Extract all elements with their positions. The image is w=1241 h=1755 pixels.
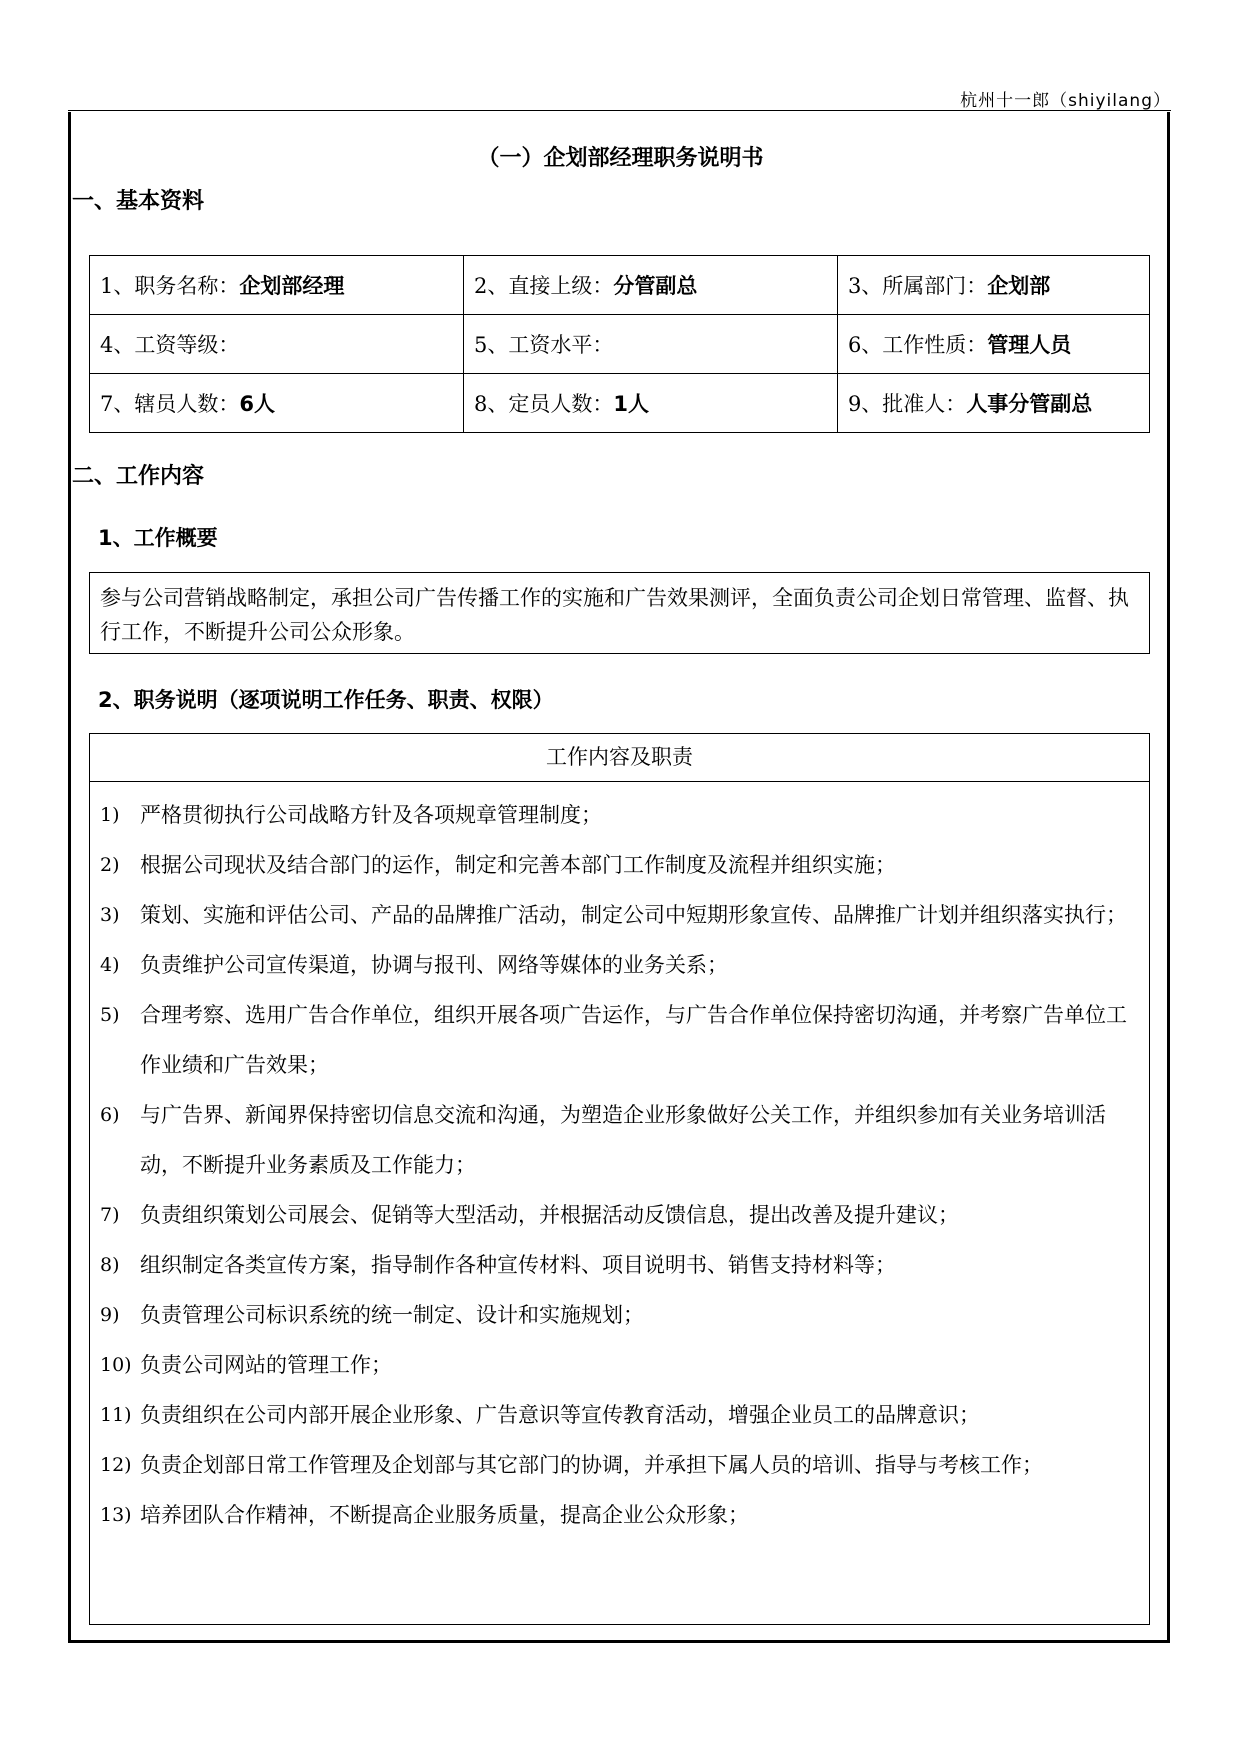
item-text: 负责管理公司标识系统的统一制定、设计和实施规划； [140,1303,644,1327]
table-cell [90,315,464,374]
section-work-content-heading: 二、工作内容 [72,464,205,489]
list-item [100,890,1139,940]
table-row [90,315,1150,374]
item-number: 3) [100,904,120,926]
item-text: 策划、实施和评估公司、产品的品牌推广活动，制定公司中短期形象宣传、品牌推广计划并组织落实执行； [140,903,1127,927]
list-item [100,1340,1139,1390]
list-item [100,1440,1139,1490]
table-cell [90,374,464,433]
cell-value: 分管副总 [613,274,698,298]
table-cell [463,315,837,374]
item-number: 11) [100,1404,132,1426]
cell-label: 6、工作性质： [847,333,988,357]
list-item [100,1240,1139,1290]
summary-box [89,572,1150,654]
list-item [100,990,1139,1090]
item-text: 与广告界、新闻界保持密切信息交流和沟通，为塑造企业形象做好公关工作，并组织参加有关业务培训活动，不断提升业务素质及工作能力； [140,1103,1106,1177]
cell-label: 9、批准人： [847,392,967,416]
item-text: 负责组织策划公司展会、促销等大型活动，并根据活动反馈信息，提出改善及提升建议； [140,1203,959,1227]
item-text: 负责企划部日常工作管理及企划部与其它部门的协调，并承担下属人员的培训、指导与考核工作； [140,1453,1043,1477]
table-row [90,374,1150,433]
item-number: 7) [100,1204,120,1226]
item-number: 4) [100,954,120,976]
item-number: 9) [100,1304,120,1326]
document-title: （一）企划部经理职务说明书 [477,146,764,171]
item-number: 5) [100,1004,120,1026]
item-text: 培养团队合作精神，不断提高企业服务质量，提高企业公众形象； [140,1503,749,1527]
list-item [100,1090,1139,1190]
table-cell [837,256,1149,315]
cell-value: 管理人员 [987,333,1072,357]
table-row [90,256,1150,315]
summary-text: 参与公司营销战略制定，承担公司广告传播工作的实施和广告效果测评，全面负责公司企划日常管理、监督、执行工作，不断提升公司公众形象。 [100,586,1129,644]
list-item [100,1190,1139,1240]
cell-label: 1、职务名称： [100,274,240,298]
item-number: 6) [100,1104,120,1126]
item-text: 严格贯彻执行公司战略方针及各项规章管理制度； [140,803,602,827]
cell-value: 人事分管副总 [966,392,1093,416]
item-text: 负责维护公司宣传渠道，协调与报刊、网络等媒体的业务关系； [140,953,728,977]
list-item [100,1490,1139,1540]
summary-heading: 1、工作概要 [98,526,218,550]
duties-table [89,733,1150,1625]
list-item [100,790,1139,840]
table-cell [90,256,464,315]
table-cell [837,315,1149,374]
list-item [100,840,1139,890]
basic-info-table [89,255,1150,433]
header-note: 杭州十一郎（shiyilang） [960,91,1171,111]
header-rule [68,110,1171,111]
item-text: 组织制定各类宣传方案，指导制作各种宣传材料、项目说明书、销售支持材料等； [140,1253,896,1277]
item-number: 13) [100,1504,132,1526]
item-text: 合理考察、选用广告合作单位，组织开展各项广告运作，与广告合作单位保持密切沟通，并考察广告单位工作业绩和广告效果； [140,1003,1127,1077]
table-cell [463,256,837,315]
duties-table-header: 工作内容及职责 [90,734,1149,782]
item-number: 2) [100,854,120,876]
cell-value: 6人 [239,392,275,416]
list-item [100,1390,1139,1440]
cell-label: 5、工资水平： [473,333,614,357]
item-text: 负责组织在公司内部开展企业形象、广告意识等宣传教育活动，增强企业员工的品牌意识； [140,1403,980,1427]
duties-heading: 2、职务说明（逐项说明工作任务、职责、权限） [98,688,554,712]
cell-label: 8、定员人数： [473,392,614,416]
cell-label: 2、直接上级： [473,274,614,298]
table-cell [463,374,837,433]
cell-value: 企划部经理 [239,274,345,298]
cell-label: 3、所属部门： [847,274,988,298]
cell-label: 4、工资等级： [100,333,240,357]
item-text: 根据公司现状及结合部门的运作，制定和完善本部门工作制度及流程并组织实施； [140,853,896,877]
cell-value: 企划部 [987,274,1051,298]
item-number: 8) [100,1254,120,1276]
cell-value: 1人 [613,392,649,416]
list-item [100,1290,1139,1340]
section-basic-info-heading: 一、基本资料 [72,189,205,214]
duties-list [90,782,1149,1540]
item-number: 10) [100,1354,132,1376]
item-text: 负责公司网站的管理工作； [140,1353,392,1377]
item-number: 12) [100,1454,132,1476]
item-number: 1) [100,804,120,826]
list-item [100,940,1139,990]
cell-label: 7、辖员人数： [100,392,240,416]
table-cell [837,374,1149,433]
